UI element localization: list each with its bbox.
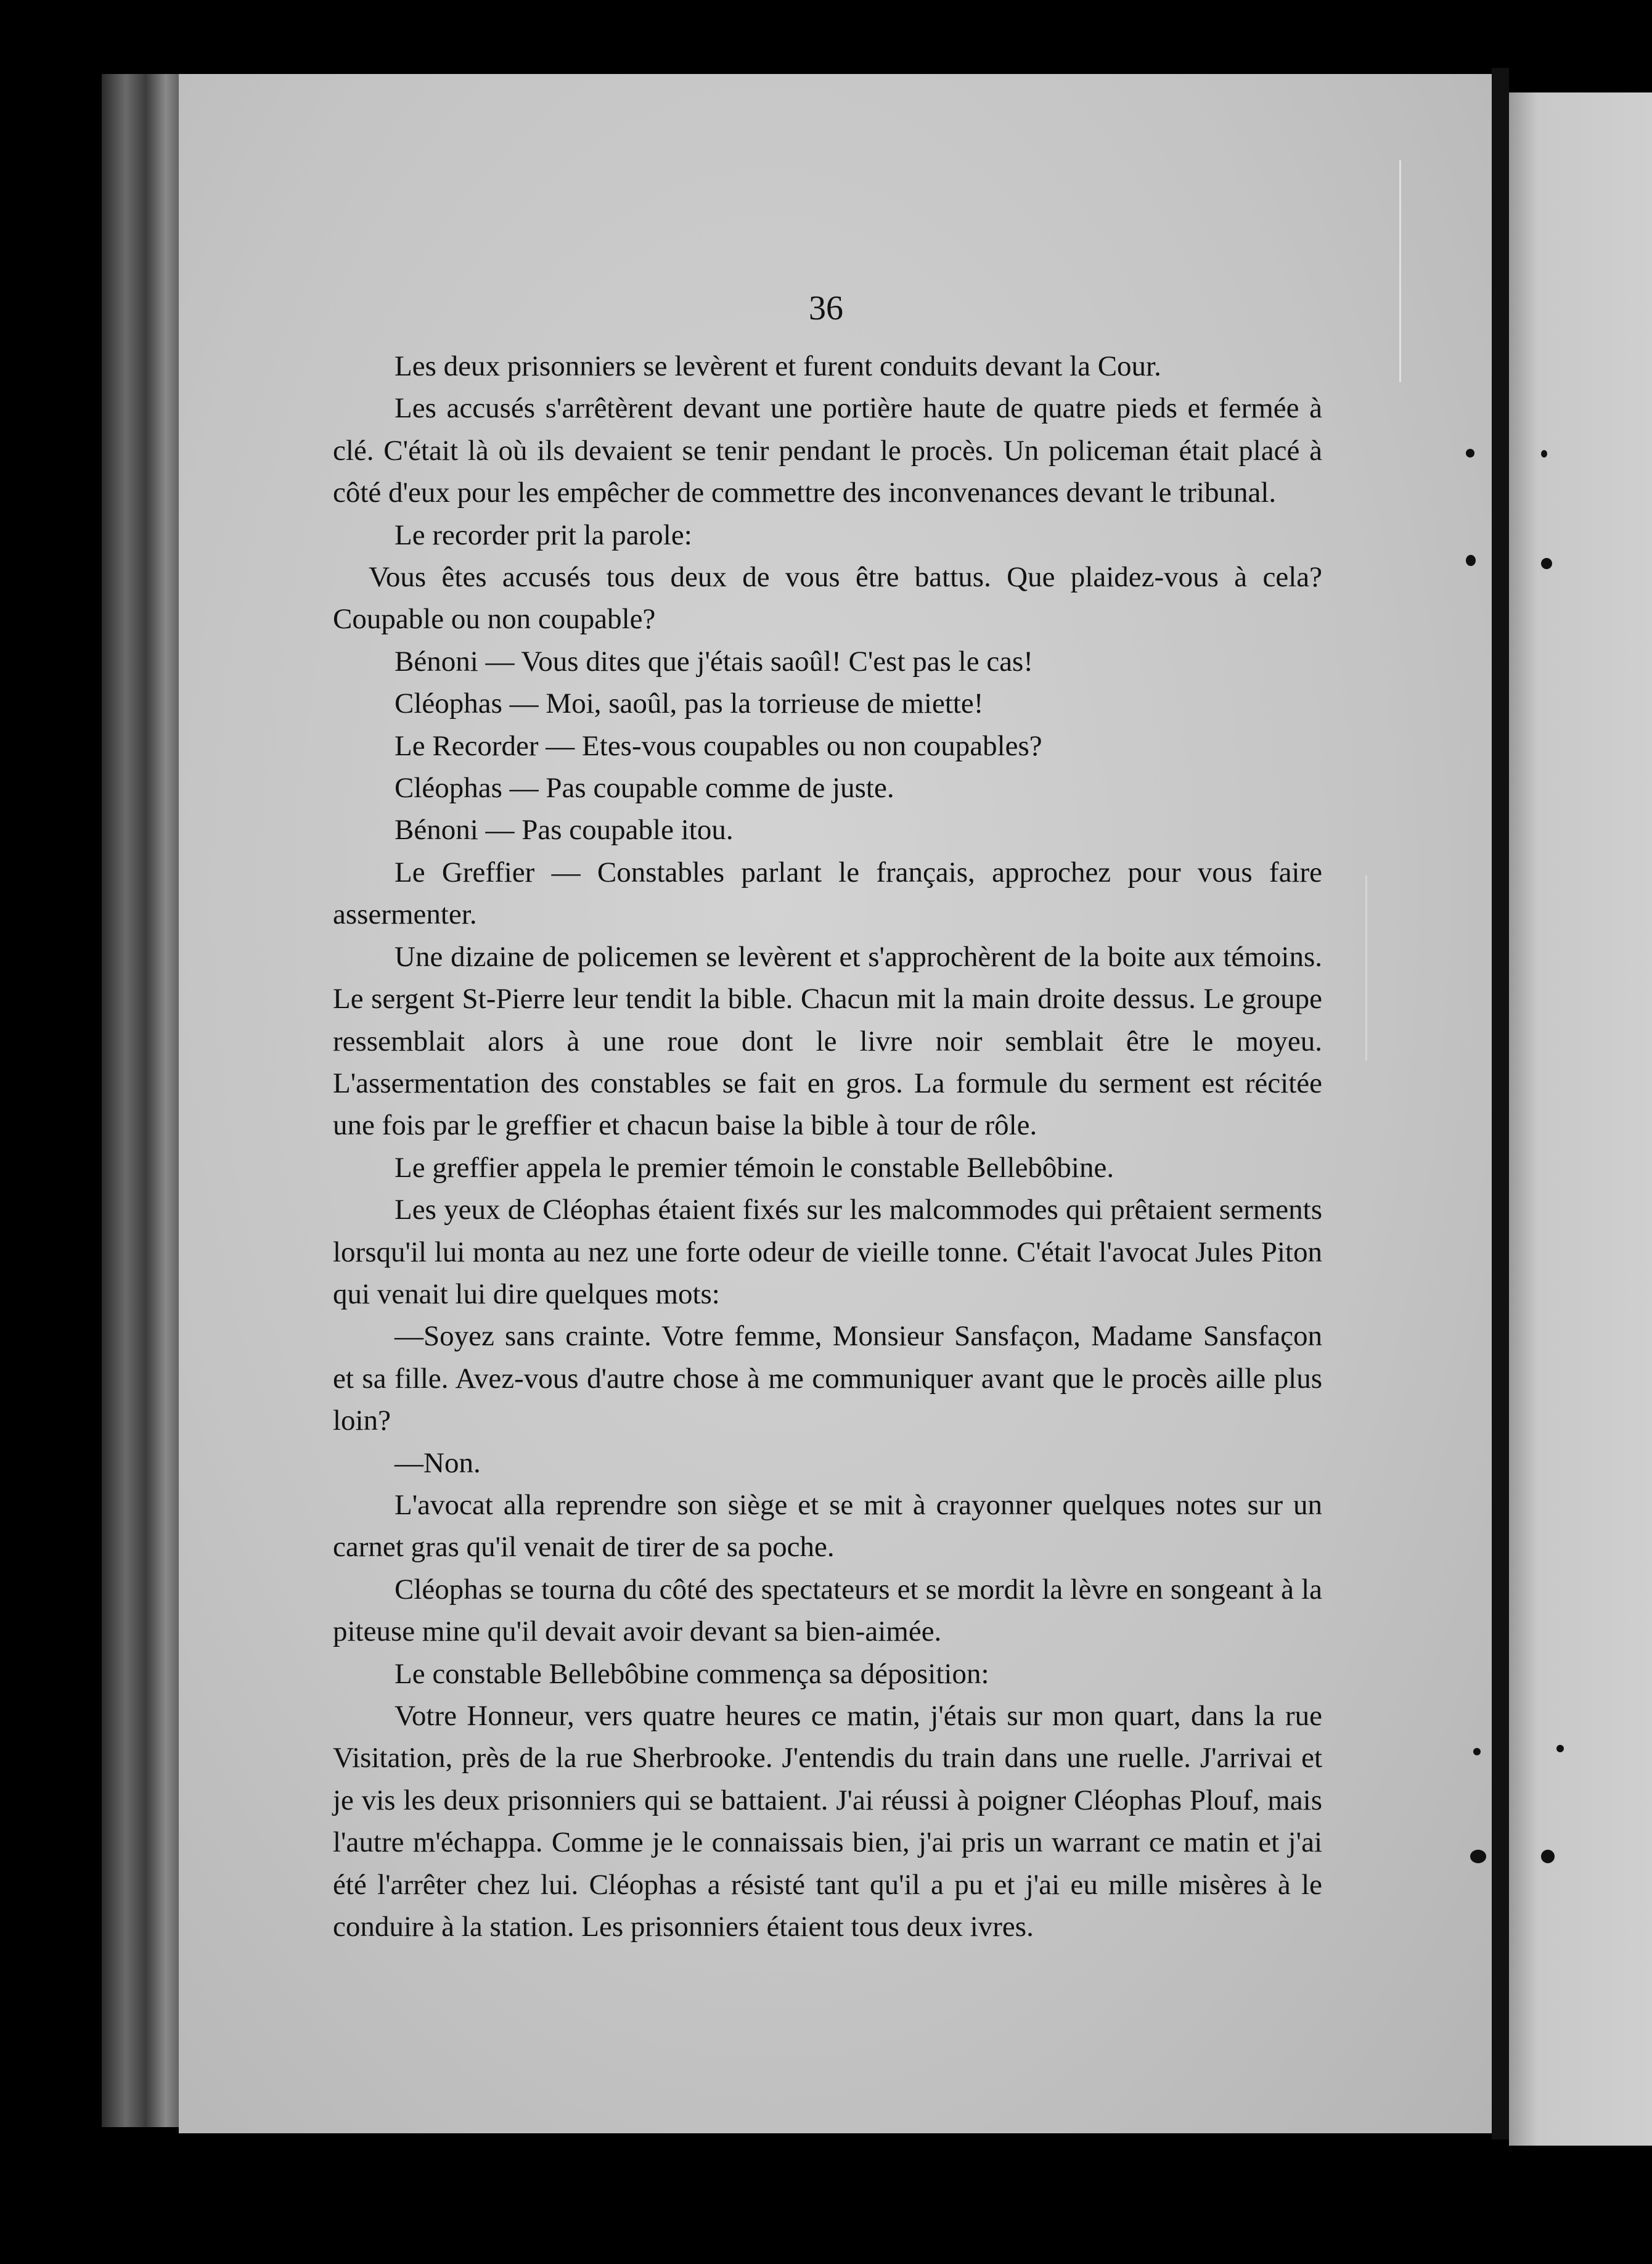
ink-speck [1473,1748,1481,1755]
paragraph: Bénoni — Vous dites que j'étais saoûl! C'est pas le cas! [395,645,1033,678]
paragraph: Le greffier appela le premier témoin le constable Bellebôbine. [395,1151,1114,1184]
paragraph: Les deux prisonniers se levèrent et furent conduits devant la Cour. [395,350,1161,382]
ink-speck [1541,1850,1555,1863]
ink-speck [1470,1850,1486,1863]
paragraph: Cléophas se tourna du côté des spectateurs et se mordit la lèvre en songeant à la piteuse mine qu'il devait avoir devant sa bien-aimée. [333,1573,1322,1648]
paragraph: L'avocat alla reprendre son siège et se mit à crayonner quelques notes sur un carnet gras qu'il venait de tirer de sa poche. [333,1488,1322,1564]
paragraph: Le constable Bellebôbine commença sa déposition: [395,1657,989,1690]
paper-crease [1365,876,1367,1060]
book-page-edges [102,74,182,2127]
paragraph: Les accusés s'arrêtèrent devant une portière haute de quatre pieds et fermée à clé. C'était là où ils devaient se tenir pendant le procès. Un policeman était placé à côté d'eux pour les empêcher de commettre des inconvenances devant le tribunal. [333,392,1322,509]
paragraph: Bénoni — Pas coupable itou. [395,814,734,847]
ink-speck [1541,558,1552,569]
body-text [333,345,1322,1948]
ink-speck [1556,1745,1564,1752]
ink-speck [1466,555,1476,566]
paragraph: Cléophas — Pas coupable comme de juste. [395,772,894,805]
paragraph: —Soyez sans crainte. Votre femme, Monsieur Sansfaçon, Madame Sansfaçon et sa fille. Avez-vous d'autre chose à me communiquer avant que le procès aille plus loin? [333,1320,1322,1437]
paragraph: Le Greffier — Constables parlant le français, approchez pour vous faire assermenter. [333,856,1322,931]
paragraph: Le Recorder — Etes-vous coupables ou non coupables? [395,729,1042,762]
paragraph: Le recorder prit la parole: [395,519,692,551]
ink-speck [1466,449,1474,457]
paragraph: Vous êtes accusés tous deux de vous être battus. Que plaidez-vous à cela? Coupable ou non coupable? [333,561,1322,636]
page-number: 36 [809,289,843,327]
paragraph: Cléophas — Moi, saoûl, pas la torrieuse de miette! [395,687,984,720]
paragraph: —Non. [395,1446,481,1479]
paragraph: Les yeux de Cléophas étaient fixés sur les malcommodes qui prêtaient serments lorsqu'il lui monta au nez une forte odeur de vieille tonne. C'était l'avocat Jules Piton qui venait lui dire quelques mots: [333,1194,1322,1310]
paragraph: Votre Honneur, vers quatre heures ce matin, j'étais sur mon quart, dans la rue Visitation, près de la rue Sherbrooke. J'entendis du train dans une ruelle. J'arrivai et je vis les deux prisonniers qui se battaient. J'ai réussi à poigner Cléophas Plouf, mais l'autre m'échappa. Comme je le connaissais bien, j'ai pris un warrant ce matin et j'ai été l'arrêter chez lui. Cléophas a résisté tant qu'il a pu et j'ai eu mille misères à le conduire à la station. Les prisonniers étaient tous deux ivres. [333,1700,1322,1943]
ink-speck [1541,450,1547,457]
facing-page-edge [1509,92,1652,2146]
book-gutter [1492,68,1509,2139]
paragraph: Une dizaine de policemen se levèrent et s'approchèrent de la boite aux témoins. Le sergent St-Pierre leur tendit la bible. Chacun mit la main droite dessus. Le groupe ressemblait alors à une roue dont le livre noir semblait être le moyeu. L'assermentation des constables se fait en gros. La formule du serment est récitée une fois par le greffier et chacun baise la bible à tour de rôle. [333,940,1322,1142]
paper-crease [1399,160,1401,382]
